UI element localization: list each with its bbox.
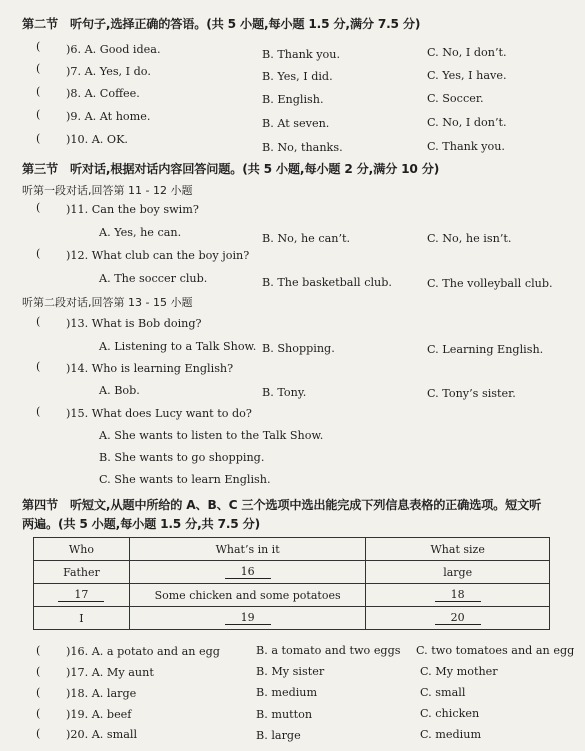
q9-option-b: B. At seven. [262,117,330,130]
q12-option-a: A. The soccer club. [99,272,208,285]
q12-paren: ( [36,247,41,260]
q6-option-c: C. No, I don’t. [427,46,507,59]
answer-blank: 17 [58,588,104,602]
q13-question: )13. What is Bob doing? [66,317,202,330]
q9-option-c: C. No, I don’t. [427,116,507,129]
section-3-title: 第三节 听对话,根据对话内容回答问题。(共 5 小题,每小题 2 分,满分 10 分) [22,162,440,176]
q12-option-b: B. The basketball club. [262,276,392,289]
table-cell [129,607,365,630]
q13-option-c: C. Learning English. [427,343,544,356]
section-2-title: 第二节 听句子,选择正确的答语。(共 5 小题,每小题 1.5 分,满分 7.5 分) [22,17,421,31]
q14-option-a: A. Bob. [99,384,140,397]
q13-option-b: B. Shopping. [262,342,335,355]
q7-option-c: C. Yes, I have. [427,69,507,82]
q11-option-b: B. No, he can’t. [262,232,351,245]
q6-paren: ( [36,40,41,53]
q15-option-a: A. She wants to listen to the Talk Show. [99,429,324,442]
q11-option-a: A. Yes, he can. [99,226,182,239]
q16-paren: ( [36,644,41,657]
table-cell: Father [34,561,130,584]
q20-option-a: )20. A. small [66,728,138,741]
q16-option-b: B. a tomato and two eggs [256,644,401,657]
q15-paren: ( [36,405,41,418]
table-header-cell: What’s in it [129,538,365,561]
q17-option-a: )17. A. My aunt [66,666,154,679]
q6-option-a: )6. A. Good idea. [66,43,161,56]
table-cell [34,584,130,607]
q18-option-a: )18. A. large [66,687,137,700]
table-header-row [34,538,550,561]
q10-option-c: C. Thank you. [427,140,505,153]
q7-paren: ( [36,62,41,75]
q18-option-b: B. medium [256,686,318,699]
q19-option-a: )19. A. beef [66,708,132,721]
q18-option-c: C. small [420,686,466,699]
q17-option-c: C. My mother [420,665,498,678]
table-cell [129,561,365,584]
q13-paren: ( [36,315,41,328]
q10-option-b: B. No, thanks. [262,141,343,154]
q16-option-a: )16. A. a potato and an egg [66,645,220,658]
table-header-cell: Who [34,538,130,561]
section-4-title-line1: 第四节 听短文,从题中所给的 A、B、C 三个选项中选出能完成下列信息表格的正确选项。短文听 [22,498,542,512]
q15-option-c: C. She wants to learn English. [99,473,271,486]
q14-paren: ( [36,360,41,373]
q8-option-a: )8. A. Coffee. [66,87,140,100]
q18-paren: ( [36,686,41,699]
dialogue-1-instruction: 听第一段对话,回答第 11 - 12 小题 [22,184,193,197]
q10-paren: ( [36,132,41,145]
q15-question: )15. What does Lucy want to do? [66,407,252,420]
q19-option-c: C. chicken [420,707,480,720]
q20-paren: ( [36,727,41,740]
q19-paren: ( [36,707,41,720]
table-cell: large [366,561,550,584]
table-cell [366,607,550,630]
answer-blank: 18 [435,588,481,602]
q9-paren: ( [36,108,41,121]
q12-question: )12. What club can the boy join? [66,249,250,262]
answer-blank: 19 [225,611,271,625]
table-row [34,584,550,607]
q8-paren: ( [36,85,41,98]
q14-option-b: B. Tony. [262,386,307,399]
q8-option-b: B. English. [262,93,324,106]
q11-option-c: C. No, he isn’t. [427,232,512,245]
q17-option-b: B. My sister [256,665,325,678]
table-header-cell: What size [366,538,550,561]
section-4-title-line2: 两遍。(共 5 小题,每小题 1.5 分,共 7.5 分) [22,517,260,531]
q14-question: )14. Who is learning English? [66,362,234,375]
q8-option-c: C. Soccer. [427,92,484,105]
q19-option-b: B. mutton [256,708,313,721]
q10-option-a: )10. A. OK. [66,133,128,146]
q14-option-c: C. Tony’s sister. [427,387,516,400]
info-table [33,537,550,630]
table-cell: Some chicken and some potatoes [129,584,365,607]
q9-option-a: )9. A. At home. [66,110,151,123]
q11-question: )11. Can the boy swim? [66,203,199,216]
table-cell: I [34,607,130,630]
q7-option-a: )7. A. Yes, I do. [66,65,151,78]
q17-paren: ( [36,665,41,678]
q6-option-b: B. Thank you. [262,48,341,61]
answer-blank: 16 [225,565,271,579]
answer-blank: 20 [435,611,481,625]
q20-option-c: C. medium [420,728,482,741]
q12-option-c: C. The volleyball club. [427,277,553,290]
table-row [34,561,550,584]
q16-option-c: C. two tomatoes and an egg [416,644,575,657]
q7-option-b: B. Yes, I did. [262,70,333,83]
table-cell [366,584,550,607]
q13-option-a: A. Listening to a Talk Show. [99,340,257,353]
q20-option-b: B. large [256,729,301,742]
dialogue-2-instruction: 听第二段对话,回答第 13 - 15 小题 [22,296,193,309]
table-row [34,607,550,630]
q15-option-b: B. She wants to go shopping. [99,451,265,464]
q11-paren: ( [36,201,41,214]
